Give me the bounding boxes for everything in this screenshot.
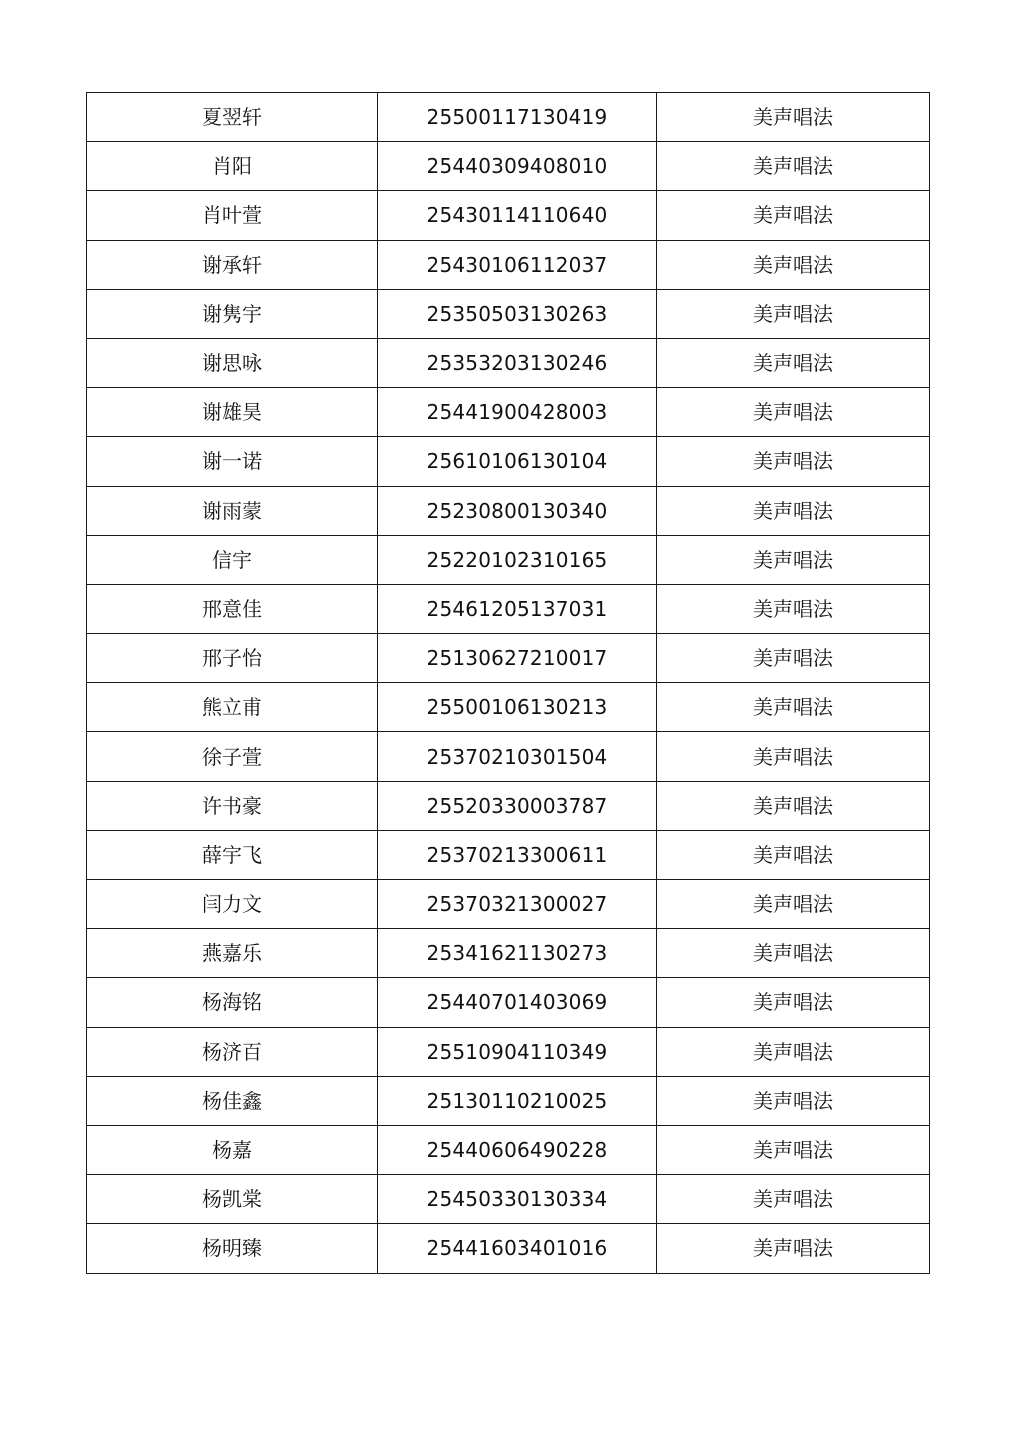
table-row — [87, 1125, 930, 1174]
major-cell: 美声唱法 — [657, 142, 930, 191]
table-row — [87, 1076, 930, 1125]
exam-number-cell: 25370321300027 — [378, 880, 657, 929]
exam-number-cell: 25520330003787 — [378, 781, 657, 830]
major-cell: 美声唱法 — [657, 388, 930, 437]
exam-number-cell: 25440309408010 — [378, 142, 657, 191]
exam-number-cell: 25130627210017 — [378, 634, 657, 683]
name-cell: 徐子萱 — [87, 732, 378, 781]
major-cell: 美声唱法 — [657, 781, 930, 830]
name-cell: 夏翌轩 — [87, 93, 378, 142]
name-cell: 信宇 — [87, 535, 378, 584]
major-cell: 美声唱法 — [657, 880, 930, 929]
major-cell: 美声唱法 — [657, 1076, 930, 1125]
exam-number-cell: 25341621130273 — [378, 929, 657, 978]
name-cell: 杨济百 — [87, 1027, 378, 1076]
name-cell: 邢子怡 — [87, 634, 378, 683]
name-cell: 杨嘉 — [87, 1125, 378, 1174]
major-cell: 美声唱法 — [657, 1125, 930, 1174]
table-row — [87, 781, 930, 830]
table-row — [87, 634, 930, 683]
name-cell: 谢一诺 — [87, 437, 378, 486]
exam-number-cell: 25440606490228 — [378, 1125, 657, 1174]
exam-number-cell: 25441900428003 — [378, 388, 657, 437]
table-row — [87, 978, 930, 1027]
exam-number-cell: 25461205137031 — [378, 584, 657, 633]
exam-number-cell: 25610106130104 — [378, 437, 657, 486]
exam-number-cell: 25130110210025 — [378, 1076, 657, 1125]
table-row — [87, 289, 930, 338]
exam-number-cell: 25230800130340 — [378, 486, 657, 535]
table-row — [87, 437, 930, 486]
major-cell: 美声唱法 — [657, 93, 930, 142]
major-cell: 美声唱法 — [657, 683, 930, 732]
name-cell: 谢隽宇 — [87, 289, 378, 338]
major-cell: 美声唱法 — [657, 634, 930, 683]
major-cell: 美声唱法 — [657, 191, 930, 240]
name-cell: 肖阳 — [87, 142, 378, 191]
major-cell: 美声唱法 — [657, 486, 930, 535]
table-row — [87, 388, 930, 437]
exam-number-cell: 25500117130419 — [378, 93, 657, 142]
exam-number-cell: 25430106112037 — [378, 240, 657, 289]
table-row — [87, 880, 930, 929]
name-cell: 杨明臻 — [87, 1224, 378, 1273]
table-row — [87, 929, 930, 978]
roster-table-body — [87, 93, 930, 1274]
major-cell: 美声唱法 — [657, 584, 930, 633]
table-row — [87, 535, 930, 584]
major-cell: 美声唱法 — [657, 1027, 930, 1076]
name-cell: 杨凯棠 — [87, 1175, 378, 1224]
table-row — [87, 732, 930, 781]
exam-number-cell: 25370210301504 — [378, 732, 657, 781]
table-row — [87, 683, 930, 732]
name-cell: 邢意佳 — [87, 584, 378, 633]
major-cell: 美声唱法 — [657, 338, 930, 387]
table-row — [87, 142, 930, 191]
exam-number-cell: 25510904110349 — [378, 1027, 657, 1076]
major-cell: 美声唱法 — [657, 1224, 930, 1273]
table-row — [87, 338, 930, 387]
major-cell: 美声唱法 — [657, 978, 930, 1027]
exam-number-cell: 25450330130334 — [378, 1175, 657, 1224]
major-cell: 美声唱法 — [657, 240, 930, 289]
table-row — [87, 486, 930, 535]
major-cell: 美声唱法 — [657, 732, 930, 781]
name-cell: 杨佳鑫 — [87, 1076, 378, 1125]
name-cell: 谢雨蒙 — [87, 486, 378, 535]
roster-table — [86, 92, 930, 1274]
exam-number-cell: 25441603401016 — [378, 1224, 657, 1273]
table-row — [87, 240, 930, 289]
document-page — [86, 92, 929, 1274]
table-row — [87, 830, 930, 879]
name-cell: 薛宇飞 — [87, 830, 378, 879]
table-row — [87, 93, 930, 142]
table-row — [87, 1027, 930, 1076]
major-cell: 美声唱法 — [657, 289, 930, 338]
name-cell: 谢雄昊 — [87, 388, 378, 437]
name-cell: 许书豪 — [87, 781, 378, 830]
exam-number-cell: 25220102310165 — [378, 535, 657, 584]
exam-number-cell: 25440701403069 — [378, 978, 657, 1027]
major-cell: 美声唱法 — [657, 437, 930, 486]
name-cell: 肖叶萱 — [87, 191, 378, 240]
exam-number-cell: 25353203130246 — [378, 338, 657, 387]
name-cell: 熊立甫 — [87, 683, 378, 732]
major-cell: 美声唱法 — [657, 830, 930, 879]
table-row — [87, 191, 930, 240]
major-cell: 美声唱法 — [657, 929, 930, 978]
name-cell: 杨海铭 — [87, 978, 378, 1027]
name-cell: 闫力文 — [87, 880, 378, 929]
name-cell: 谢思咏 — [87, 338, 378, 387]
exam-number-cell: 25500106130213 — [378, 683, 657, 732]
exam-number-cell: 25350503130263 — [378, 289, 657, 338]
major-cell: 美声唱法 — [657, 535, 930, 584]
name-cell: 谢承轩 — [87, 240, 378, 289]
major-cell: 美声唱法 — [657, 1175, 930, 1224]
exam-number-cell: 25370213300611 — [378, 830, 657, 879]
table-row — [87, 1175, 930, 1224]
exam-number-cell: 25430114110640 — [378, 191, 657, 240]
name-cell: 燕嘉乐 — [87, 929, 378, 978]
table-row — [87, 1224, 930, 1273]
table-row — [87, 584, 930, 633]
